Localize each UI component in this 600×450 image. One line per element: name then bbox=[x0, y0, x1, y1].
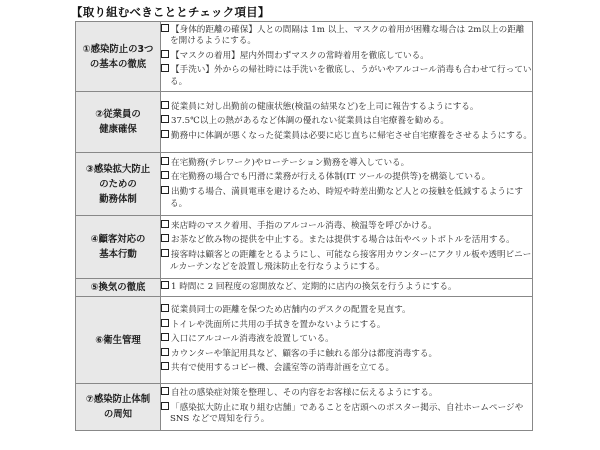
check-item[interactable]: 【マスクの着用】屋内外問わずマスクの常時着用を徹底している。 bbox=[161, 50, 532, 63]
category-line: 基本行動 bbox=[99, 249, 137, 260]
checklist-title: 【取り組むべきこととチェック項目】 bbox=[71, 5, 270, 19]
category-line: ③感染拡大防止 bbox=[85, 163, 151, 175]
check-item[interactable]: 従業員同士の距離を保つため店舗内のデスクの配置を見直す。 bbox=[161, 304, 532, 317]
check-item[interactable]: 出勤する場合、満員電車を避けるため、時短や時差出勤など人との接触を低減するようにする。 bbox=[161, 186, 532, 210]
check-item[interactable]: 「感染拡大防止に取り組む店舗」であることを店頭へのポスター掲示、自社ホームページや SNS などで周知を行う。 bbox=[161, 402, 532, 426]
section-items bbox=[161, 216, 533, 279]
checkbox-icon[interactable] bbox=[161, 24, 169, 32]
category-line: ④顧客対応の bbox=[90, 234, 146, 245]
check-item[interactable]: 従業員に対し出勤前の健康状態(検温の結果など)を上司に報告するようにする。 bbox=[161, 101, 532, 114]
category-line: ①感染防止の3つ bbox=[82, 43, 154, 55]
checklist-table bbox=[75, 21, 533, 431]
checkbox-icon[interactable] bbox=[161, 387, 169, 395]
checklist-section bbox=[76, 216, 533, 279]
check-item[interactable]: カウンターや筆記用具など、顧客の手に触れる部分は都度消毒する。 bbox=[161, 348, 532, 361]
check-item[interactable]: 来店時のマスク着用、手指のアルコール消毒、検温等を呼びかける。 bbox=[161, 220, 532, 233]
checkbox-icon[interactable] bbox=[161, 348, 169, 356]
section-category bbox=[76, 22, 161, 92]
section-items bbox=[161, 297, 533, 384]
check-item[interactable]: 共有で使用するコピー機、会議室等の消毒計画を立てる。 bbox=[161, 362, 532, 375]
category-line: 勤務体制 bbox=[99, 193, 137, 205]
checkbox-icon[interactable] bbox=[161, 115, 169, 123]
category-line: の基本の徹底 bbox=[89, 58, 147, 70]
check-item[interactable]: 勤務中に体調が悪くなった従業員は必要に応じ直ちに帰宅させ自宅療養をさせるようにする。 bbox=[161, 130, 532, 143]
category-line: ②従業員の bbox=[95, 109, 141, 120]
section-category bbox=[76, 153, 161, 216]
check-item[interactable]: 1 時間に 2 回程度の窓開放など、定期的に店内の換気を行うようにする。 bbox=[161, 281, 532, 294]
check-item[interactable]: 37.5℃以上の熱があるなど体調の優れない従業員は自宅療養を勧める。 bbox=[161, 115, 532, 128]
checklist-section bbox=[76, 279, 533, 297]
checklist-section bbox=[76, 297, 533, 384]
section-items bbox=[161, 384, 533, 431]
check-item[interactable]: トイレや洗面所に共用の手拭きを置かないようにする。 bbox=[161, 319, 532, 332]
checkbox-icon[interactable] bbox=[161, 186, 169, 194]
checklist-section bbox=[76, 92, 533, 153]
category-line: ⑥衛生管理 bbox=[95, 334, 141, 346]
section-category bbox=[76, 92, 161, 153]
check-item[interactable]: 【身体的距離の確保】人との間隔は 1m 以上、マスクの着用が困難な場合は 2m以上の距離を開けるようにする。 bbox=[161, 24, 532, 48]
checkbox-icon[interactable] bbox=[161, 171, 169, 179]
section-category bbox=[76, 216, 161, 279]
section-category bbox=[76, 297, 161, 384]
check-item[interactable]: 入口にアルコール消毒液を設置している。 bbox=[161, 333, 532, 346]
checklist-section bbox=[76, 22, 533, 92]
section-items bbox=[161, 92, 533, 153]
checkbox-icon[interactable] bbox=[161, 157, 169, 165]
checkbox-icon[interactable] bbox=[161, 220, 169, 228]
check-item[interactable]: 在宅勤務(テレワーク)やローテーション勤務を導入している。 bbox=[161, 157, 532, 170]
check-item[interactable]: 在宅勤務の場合でも円滑に業務が行える体制(IT ツールの提供等)を構築している。 bbox=[161, 171, 532, 184]
checkbox-icon[interactable] bbox=[161, 234, 169, 242]
category-line: ⑦感染防止体制 bbox=[85, 394, 151, 405]
section-items bbox=[161, 22, 533, 92]
checkbox-icon[interactable] bbox=[161, 281, 169, 289]
checkbox-icon[interactable] bbox=[161, 304, 169, 312]
check-item[interactable]: お茶など飲み物の提供を中止する。または提供する場合は缶やペットボトルを活用する。 bbox=[161, 234, 532, 247]
checkbox-icon[interactable] bbox=[161, 130, 169, 138]
checkbox-icon[interactable] bbox=[161, 319, 169, 327]
check-item[interactable]: 接客時は顧客との距離をとるようにし、可能なら接客用カウンターにアクリル板や透明ビニールカーテンなどを設置し飛沫防止を行なうようにする。 bbox=[161, 249, 532, 273]
category-line: の周知 bbox=[103, 409, 133, 420]
category-line: 健康確保 bbox=[99, 124, 137, 135]
checkbox-icon[interactable] bbox=[161, 333, 169, 341]
section-category bbox=[76, 384, 161, 431]
check-item[interactable]: 【手洗い】外からの帰社時には手洗いを徹底し、うがいやアルコール消毒も合わせて行っている。 bbox=[161, 64, 532, 88]
check-item[interactable]: 自社の感染症対策を整理し、その内容をお客様に伝えるようにする。 bbox=[161, 387, 532, 400]
checklist-section bbox=[76, 153, 533, 216]
section-items bbox=[161, 153, 533, 216]
checkbox-icon[interactable] bbox=[161, 64, 169, 72]
checklist-section bbox=[76, 384, 533, 431]
checkbox-icon[interactable] bbox=[161, 50, 169, 58]
checkbox-icon[interactable] bbox=[161, 402, 169, 410]
category-line: のための bbox=[99, 178, 137, 190]
checkbox-icon[interactable] bbox=[161, 249, 169, 257]
section-items bbox=[161, 279, 533, 297]
checkbox-icon[interactable] bbox=[161, 362, 169, 370]
category-line: ⑤換気の徹底 bbox=[90, 282, 146, 293]
checkbox-icon[interactable] bbox=[161, 101, 169, 109]
section-category bbox=[76, 279, 161, 297]
